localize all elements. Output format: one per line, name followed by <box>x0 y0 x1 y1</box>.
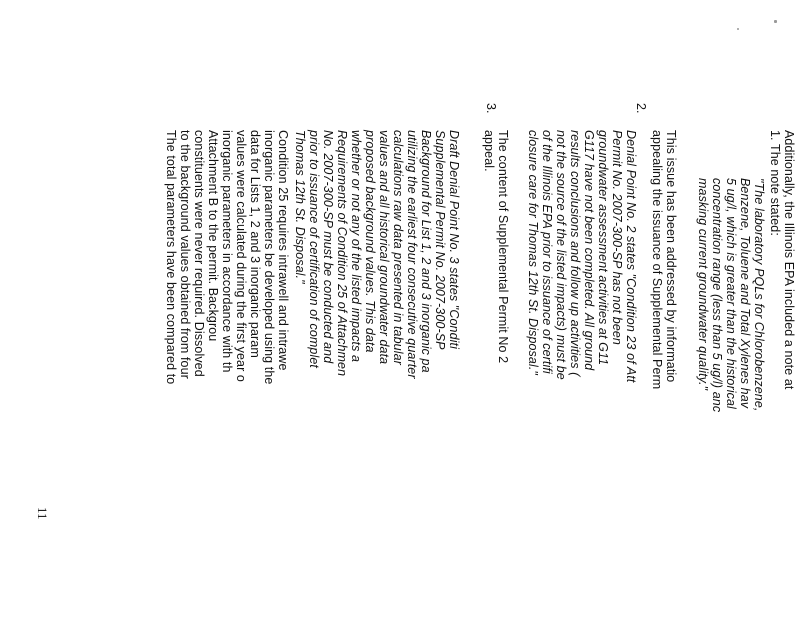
quote-line: 5 ug/l, which is greater than the historical <box>724 178 738 409</box>
item-3-line: Background for List 1, 2 and 3 inorganic pa <box>419 130 433 373</box>
item-3-line: whether or not any of the listed impacts a <box>349 130 363 363</box>
item-3-line: calculations raw data presented in tabular <box>391 130 405 365</box>
quote-line: Benzene, Toluene and Total Xylenes hav <box>738 178 752 409</box>
quote-line: masking current groundwater quality." <box>696 178 710 391</box>
condition-line: The total parameters have been compared to <box>164 130 178 385</box>
item-2-line: of the Illinois EPA prior to issuance of certifi <box>540 130 554 374</box>
item-3-line: Thomas 12th St. Disposal." <box>293 130 307 284</box>
item-2-line: results conclusions and follow up activities ( <box>568 130 582 377</box>
quote-line: concentration range (less than 5 ug/l) anc <box>710 178 724 413</box>
item-3-line: Requirements of Condition 25 of Attachmen <box>335 130 349 377</box>
condition-line: constituents were never required. Dissolved <box>192 130 206 377</box>
intro-line: Additionally, the Illinois EPA included a note at <box>782 130 796 390</box>
condition-line: Attachment B to the permit. Backgrou <box>206 130 220 342</box>
item-2-line: Permit No. 2007-300-SP has not been <box>610 130 624 345</box>
scan-speck <box>737 28 739 30</box>
condition-line: inorganic parameters in accordance with th <box>220 130 234 373</box>
condition-line: data for Lists 1, 2 and 3 inorganic param <box>248 130 262 358</box>
issue-line: This issue has been addressed by informatio <box>664 130 678 383</box>
item-3-line: Supplemental Permit No. 2007-300-SP <box>433 130 447 350</box>
item-3-line: proposed background values. This data <box>363 130 377 353</box>
condition-line: to the background values obtained from four <box>178 130 192 379</box>
item-3-line: prior to issuance of certification of complet <box>307 130 321 368</box>
item-2-line: G117 have not been completed. All ground <box>582 130 596 371</box>
page-number: 11 <box>35 507 50 520</box>
item-2-number: 2. <box>634 103 648 114</box>
intro-line: 1. The note stated: <box>768 130 782 236</box>
condition-line: values were calculated during the first year o <box>234 130 248 382</box>
scan-speck <box>774 20 777 23</box>
item-3-number: 3. <box>484 103 498 114</box>
item-2-line: groundwater assessment activities at G11 <box>596 130 610 366</box>
content-line: appeal. <box>482 130 496 172</box>
quote-line: "The laboratory PQLs for Chlorobenzene, <box>752 178 766 412</box>
condition-line: inorganic parameters be developed using the <box>262 130 276 385</box>
item-3-line: values and all historical groundwater data <box>377 130 391 365</box>
item-3-line: utilizing the earliest four consecutive quarter <box>405 130 419 379</box>
item-2-line: Denial Point No. 2 states "Condition 23 of Att <box>624 130 638 383</box>
issue-line: appealing the issuance of Supplemental Perm <box>650 130 664 390</box>
content-line: The content of Supplemental Permit No 2 <box>496 130 510 364</box>
condition-line: Condition 25 requires intrawell and intrawe <box>276 130 290 371</box>
item-3-line: No. 2007-300-SP must be conducted and <box>321 130 335 364</box>
item-2-line: not the source of the listed impacts) must be <box>554 130 568 380</box>
item-3-line: Draft Denial Point No. 3 states "Conditi <box>447 130 461 349</box>
item-2-line: closure care for Thomas 12th St. Disposal." <box>526 130 540 375</box>
